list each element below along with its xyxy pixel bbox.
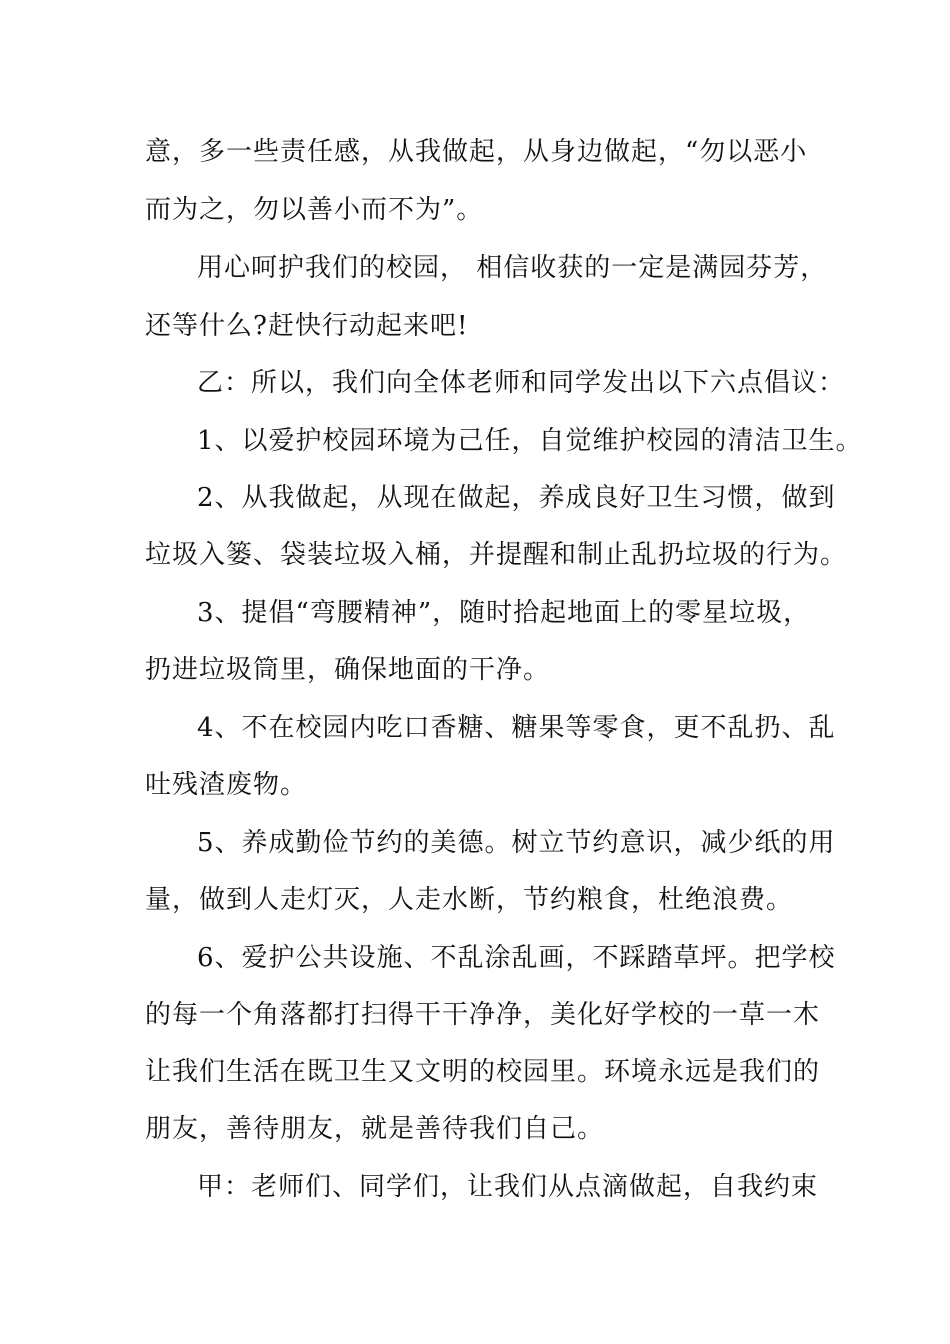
paragraph-line: 1、以爱护校园环境为己任，自觉维护校园的清洁卫生。 — [197, 426, 863, 456]
paragraph-line: 6、爱护公共设施、不乱涂乱画，不踩踏草坪。把学校 — [197, 943, 836, 973]
paragraph-line: 而为之，勿以善小而不为”。 — [145, 195, 484, 225]
paragraph-line: 2、从我做起，从现在做起，养成良好卫生习惯，做到 — [197, 483, 836, 513]
paragraph-line: 还等什么?赶快行动起来吧! — [145, 311, 469, 341]
paragraph-line: 4、不在校园内吃口香糖、糖果等零食，更不乱扔、乱 — [197, 713, 836, 743]
paragraph-line: 甲：老师们、同学们，让我们从点滴做起，自我约束 — [197, 1172, 819, 1202]
paragraph-line: 垃圾入篓、袋装垃圾入桶，并提醒和制止乱扔垃圾的行为。 — [145, 540, 848, 570]
paragraph-line: 用心呵护我们的校园， 相信收获的一定是满园芬芳， — [197, 253, 828, 283]
paragraph-line: 乙：所以，我们向全体老师和同学发出以下六点倡议： — [197, 368, 846, 398]
paragraph-line: 的每一个角落都打扫得干干净净，美化好学校的一草一木 — [145, 1000, 821, 1030]
paragraph-line: 意，多一些责任感，从我做起，从身边做起，“勿以恶小 — [145, 137, 808, 167]
paragraph-line: 5、养成勤俭节约的美德。树立节约意识，减少纸的用 — [197, 828, 836, 858]
paragraph-line: 让我们生活在既卫生又文明的校园里。环境永远是我们的 — [145, 1057, 821, 1087]
paragraph-line: 量，做到人走灯灭，人走水断，节约粮食，杜绝浪费。 — [145, 885, 794, 915]
paragraph-line: 扔进垃圾筒里，确保地面的干净。 — [145, 655, 551, 685]
paragraph-line: 3、提倡“弯腰精神”，随时拾起地面上的零星垃圾， — [197, 598, 811, 628]
paragraph-line: 吐残渣废物。 — [145, 770, 308, 800]
paragraph-line: 朋友，善待朋友，就是善待我们自己。 — [145, 1114, 605, 1144]
